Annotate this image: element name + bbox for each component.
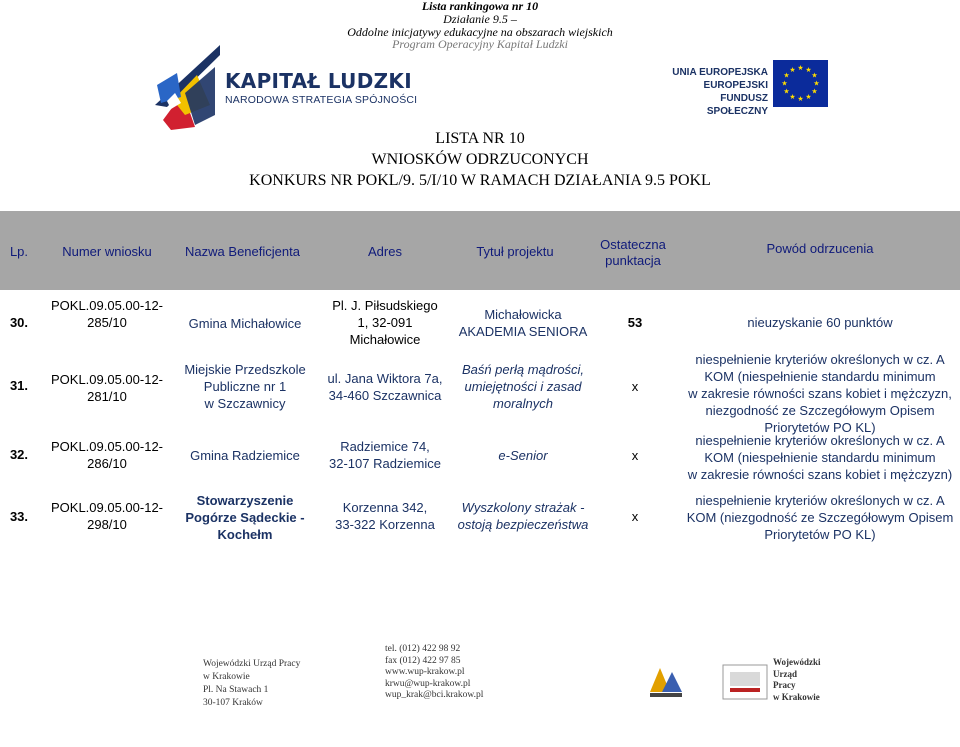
table-row [0,432,960,487]
header-line-2: Działanie 9.5 – [443,12,517,26]
cell-tytul [448,447,598,464]
col-lp: Lp. [9,244,29,259]
cell-tytul-line: e-Senior [498,448,548,463]
cell-numer-line: POKL.09.05.00-12- [50,298,164,313]
cell-beneficjent [175,447,315,464]
cell-numer-line: POKL.09.05.00-12- [50,500,164,515]
cell-numer [42,438,172,472]
footer-contact-line: fax (012) 422 97 85 [385,655,461,666]
col-punktacja-line-2: punktacja [605,253,661,268]
footer-address-line: Pl. Na Stawach 1 [203,685,269,695]
cell-lp: 32. [9,447,29,462]
footer-wup [773,657,821,703]
cell-powod [680,314,960,331]
cell-numer-line: 286/10 [87,456,127,471]
col-punktacja [588,237,678,269]
cell-tytul-line: Wyszkolony strażak - [461,500,585,515]
table-row [0,492,960,552]
cell-numer-line: POKL.09.05.00-12- [50,372,164,387]
cell-powod-line: niespełnienie kryteriów określonych w cz. A [695,433,945,448]
svg-text:★: ★ [805,66,812,74]
cell-tytul-line: AKADEMIA SENIORA [458,324,588,339]
cell-punktacja: 53 [627,315,643,330]
col-adres: Adres [368,244,402,259]
svg-text:★: ★ [783,71,790,80]
footer-address [203,658,300,710]
cell-powod-line: niespełnienie kryteriów określonych w cz. A [695,493,945,508]
footer-address-line: Wojewódzki Urząd Pracy [203,659,301,669]
svg-text:★: ★ [805,93,812,101]
col-powod: Powód odrzucenia [766,241,874,256]
cell-powod-line: niespełnienie kryteriów określonych w cz. A [695,352,945,367]
cell-adres-line: 34-460 Szczawnica [328,388,442,403]
col-tytul: Tytuł projektu [476,244,554,259]
title-line-3: KONKURS NR POKL/9. 5/I/10 W RAMACH DZIAŁANIA 9.5 POKL [249,172,711,189]
cell-tytul [448,361,598,412]
eu-line-3: FUNDUSZ SPOŁECZNY [706,93,768,117]
cell-beneficjent [175,492,315,543]
table-row [0,351,960,435]
cell-tytul [448,499,598,533]
title-line-2: WNIOSKÓW ODRZUCONYCH [371,151,589,168]
cell-powod-line: niezgodność ze Szczegółowym Opisem [705,403,935,418]
footer-contact-line: www.wup-krakow.pl [385,667,465,677]
cell-powod-line: KOM (niespełnienie standardu minimum [704,369,936,384]
kapital-ludzki-title: KAPITAŁ LUDZKI [225,69,412,93]
header-line-3: Oddolne inicjatywy edukacyjne na obszarach wiejskich [347,25,613,39]
footer-wup-line: w Krakowie [773,691,820,702]
col-beneficjent: Nazwa Beneficjenta [185,244,300,259]
cell-tytul-line: Michałowicka [484,307,562,322]
cell-adres-line: 1, 32-091 [357,315,413,330]
cell-numer [42,297,172,331]
cell-numer-line: POKL.09.05.00-12- [50,439,164,454]
cell-numer [42,371,172,405]
cell-powod-line: w zakresie równości szans kobiet i mężczyzn) [687,467,953,482]
malopolska-logo [646,660,686,700]
cell-beneficjent-line: w Szczawnicy [204,396,286,411]
cell-beneficjent-line: Gmina Michałowice [188,316,302,331]
cell-lp: 33. [9,509,29,524]
cell-powod-line: KOM (niespełnienie standardu minimum [704,450,936,465]
cell-powod-line: KOM (niezgodność ze Szczegółowym Opisem [686,510,954,525]
cell-punktacja: x [631,509,639,524]
svg-text:★: ★ [783,87,790,96]
eu-text [658,66,768,118]
title-line-1: LISTA NR 10 [435,130,525,147]
cell-powod [680,351,960,436]
eu-flag-icon [773,60,828,107]
cell-lp: 30. [9,315,29,330]
cell-adres-line: Pl. J. Piłsudskiego [332,298,438,313]
eu-line-1: UNIA EUROPEJSKA [672,67,768,78]
svg-text:★: ★ [781,79,788,88]
cell-adres [320,499,450,533]
svg-text:★: ★ [811,87,818,96]
footer-wup-line: Pracy [773,680,796,690]
document-title [0,128,960,191]
footer-wup-line: Urząd [773,668,797,679]
svg-text:★: ★ [797,95,804,103]
kapital-ludzki-subtitle: NARODOWA STRATEGIA SPÓJNOŚCI [225,94,418,106]
footer-contact-line: wup_krak@bci.krakow.pl [385,690,484,700]
cell-tytul-line: Baśń perłą mądrości, [461,362,585,377]
cell-beneficjent-line: Miejskie Przedszkole [184,362,306,377]
cell-powod [680,492,960,543]
cell-adres-line: 32-107 Radziemice [328,456,441,471]
cell-adres-line: ul. Jana Wiktora 7a, [327,371,443,386]
header-line-4: Program Operacyjny Kapitał Ludzki [392,37,568,51]
svg-text:★: ★ [813,79,820,88]
urzad-pracy-logo [722,664,768,700]
running-header [0,0,960,51]
cell-powod [680,432,960,483]
cell-beneficjent-line: Gmina Radziemice [190,448,300,463]
cell-beneficjent-line: Kochełm [217,527,273,542]
footer-address-line: w Krakowie [203,672,250,682]
cell-adres-line: Korzenna 342, [342,500,428,515]
cell-tytul-line: umiejętności i zasad [464,379,582,394]
cell-adres-line: 33-322 Korzenna [335,517,435,532]
footer-contact-line: tel. (012) 422 98 92 [385,644,461,654]
cell-beneficjent-line: Stowarzyszenie [196,493,294,508]
cell-beneficjent [175,361,315,412]
cell-adres [320,297,450,348]
col-punktacja-line-1: Ostateczna [600,237,666,252]
cell-powod-line: w zakresie równości szans kobiet i mężczyzn, [688,386,952,401]
footer-contact-line: krwu@wup-krakow.pl [385,678,471,689]
cell-adres-line: Michałowice [349,332,421,347]
footer-contact [385,644,483,702]
header-line-1: Lista rankingowa nr 10 [421,0,539,13]
cell-adres [320,438,450,472]
cell-tytul [448,306,598,340]
cell-numer-line: 281/10 [87,389,127,404]
col-numer: Numer wniosku [62,244,152,259]
cell-tytul-line: moralnych [493,396,553,411]
cell-lp: 31. [9,378,29,393]
cell-beneficjent [175,315,315,332]
table-row [0,295,960,350]
svg-text:★: ★ [797,64,804,72]
cell-numer-line: 285/10 [87,315,127,330]
svg-text:★: ★ [789,66,796,74]
cell-punktacja: x [631,379,639,394]
footer-wup-line: Wojewódzki [773,657,821,667]
table-header [0,211,960,290]
cell-adres-line: Radziemice 74, [340,439,430,454]
cell-powod-line: Priorytetów PO KL) [764,420,876,435]
footer-address-line: 30-107 Kraków [203,698,263,708]
cell-powod-line: Priorytetów PO KL) [764,527,876,542]
cell-punktacja: x [631,448,639,463]
cell-tytul-line: ostoją bezpieczeństwa [457,517,589,532]
svg-text:★: ★ [811,71,818,80]
cell-beneficjent-line: Publiczne nr 1 [203,379,287,394]
cell-numer-line: 298/10 [87,517,127,532]
cell-powod-line: nieuzyskanie 60 punktów [747,315,893,330]
svg-text:★: ★ [789,93,796,101]
cell-beneficjent-line: Pogórze Sądeckie - [185,510,305,525]
cell-numer [42,499,172,533]
cell-adres [320,370,450,404]
eu-line-2: EUROPEJSKI [703,80,768,91]
